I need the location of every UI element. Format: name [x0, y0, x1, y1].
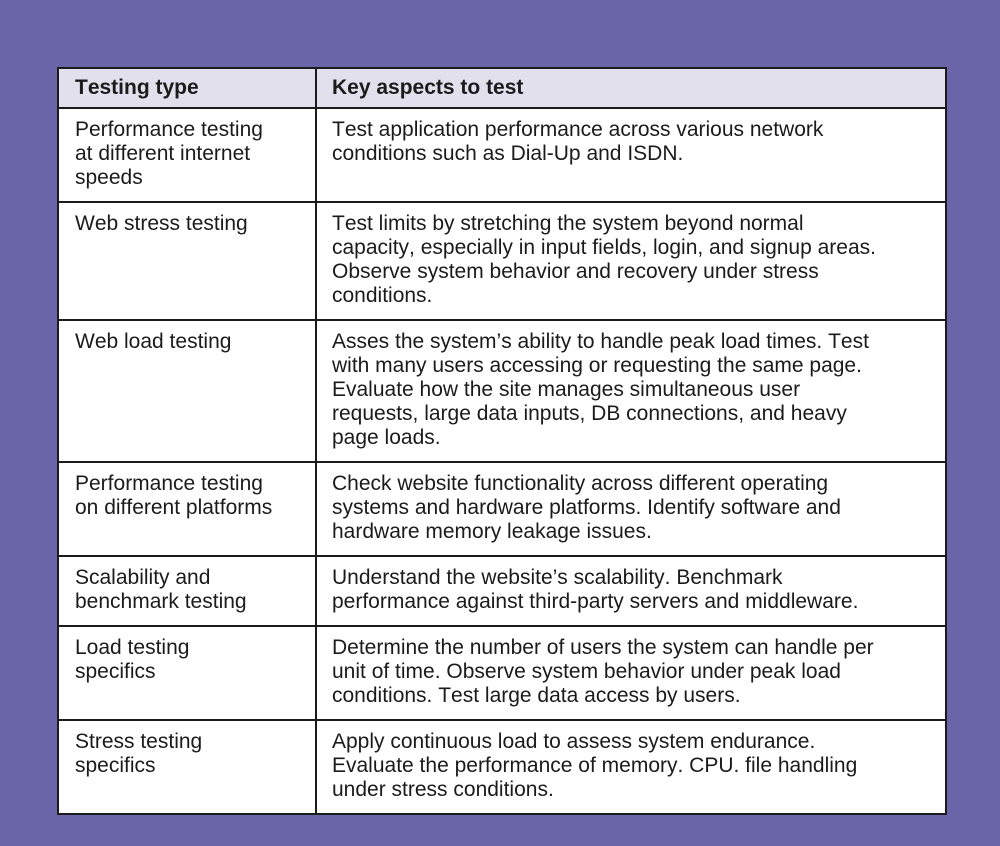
table-row [58, 626, 946, 720]
table-row [58, 320, 946, 462]
key-aspects-cell: Test application performance across various network conditions such as Dial-Up and ISDN. [316, 108, 946, 202]
column-header-testing-type: Testing type [58, 68, 316, 108]
table-row [58, 720, 946, 814]
key-aspects-cell: Asses the system’s ability to handle peak load times. Test with many users accessing or requesting the same page. Evaluate how the site manages simultaneous user requests, large data inputs, DB connections, and heavy page loads. [316, 320, 946, 462]
testing-type-cell: Scalability and benchmark testing [58, 556, 316, 626]
testing-type-cell: Stress testing specifics [58, 720, 316, 814]
key-aspects-cell: Determine the number of users the system can handle per unit of time. Observe system behavior under peak load conditions. Test large data access by users. [316, 626, 946, 720]
table-row [58, 556, 946, 626]
table-row [58, 202, 946, 320]
key-aspects-cell: Apply continuous load to assess system endurance. Evaluate the performance of memory. CPU. file handling under stress conditions. [316, 720, 946, 814]
table-header-row [58, 68, 946, 108]
testing-type-cell: Load testing specifics [58, 626, 316, 720]
key-aspects-cell: Test limits by stretching the system beyond normal capacity, especially in input fields, login, and signup areas. Observe system behavior and recovery under stress conditions. [316, 202, 946, 320]
key-aspects-cell: Understand the website’s scalability. Benchmark performance against third-party servers and middleware. [316, 556, 946, 626]
testing-types-table-container [57, 67, 947, 815]
testing-type-cell: Web stress testing [58, 202, 316, 320]
testing-types-table [57, 67, 947, 815]
key-aspects-cell: Check website functionality across different operating systems and hardware platforms. Identify software and hardware memory leakage issues. [316, 462, 946, 556]
table-row [58, 108, 946, 202]
table-row [58, 462, 946, 556]
testing-type-cell: Web load testing [58, 320, 316, 462]
testing-type-cell: Performance testing on different platforms [58, 462, 316, 556]
testing-type-cell: Performance testing at different internet speeds [58, 108, 316, 202]
column-header-key-aspects: Key aspects to test [316, 68, 946, 108]
